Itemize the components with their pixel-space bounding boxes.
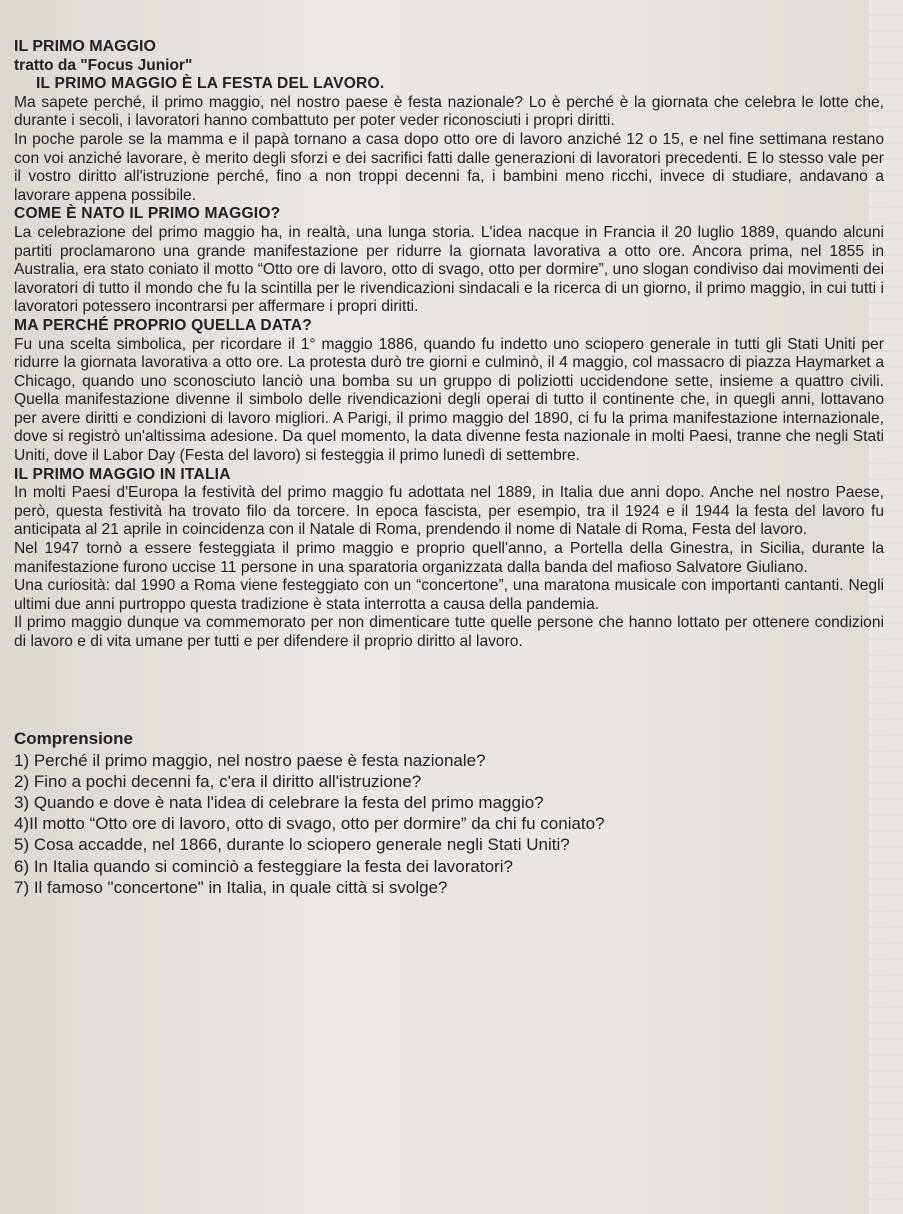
paragraph: Una curiosità: dal 1990 a Roma viene festeggiato con un “concertone”, una maratona musicale con importanti cantanti. Negli ultimi due anni purtroppo questa tradizione è stata interrotta a causa della pandemia. [14, 577, 884, 613]
paragraph: In molti Paesi d'Europa la festività del primo maggio fu adottata nel 1889, in Italia due anni dopo. Anche nel nostro Paese, però, questa festività ha trovato filo da torcere. In epoca fascista, per esempio, tra il 1924 e il 1944 la festa del lavoro fu anticipata al 21 aprile in coincidenza con il Natale di Roma, prendendo il nome di Natale di Roma, Festa del lavoro. [14, 484, 884, 539]
section-heading: MA PERCHÉ PROPRIO QUELLA DATA? [14, 316, 312, 334]
section-heading: IL PRIMO MAGGIO IN ITALIA [14, 465, 231, 483]
spacer [14, 652, 884, 728]
question-item: 7) Il famoso "concertone" in Italia, in quale città si svolge? [14, 877, 448, 897]
section-heading: IL PRIMO MAGGIO È LA FESTA DEL LAVORO. [36, 75, 385, 93]
question-item: 1) Perché il primo maggio, nel nostro paese è festa nazionale? [14, 750, 486, 770]
document-title: IL PRIMO MAGGIO [14, 38, 156, 55]
question-item: 4)Il motto “Otto ore di lavoro, otto di svago, otto per dormire” da chi fu coniato? [14, 814, 605, 834]
document-content [14, 38, 884, 898]
question-item: 5) Cosa accadde, nel 1866, durante lo sciopero generale negli Stati Uniti? [14, 835, 570, 855]
paragraph: Nel 1947 tornò a essere festeggiata il primo maggio e proprio quell'anno, a Portella della Ginestra, in Sicilia, durante la manifestazione furono uccise 11 persone in una sparatoria organizzata dalla banda del mafioso Salvatore Giuliano. [14, 540, 884, 576]
document-source: tratto da "Focus Junior" [14, 56, 193, 74]
paragraph: In poche parole se la mamma e il papà tornano a casa dopo otto ore di lavoro anziché 12 o 15, e nel fine settimana restano con voi anziché lavorare, è merito degli sforzi e dei sacrifici fatti dalle generazioni di lavoratori precedenti. E lo stesso vale per il vostro diritto all'istruzione perché, fino a non troppi decenni fa, i bambini meno ricchi, invece di studiare, andavano a lavorare appena possibile. [14, 130, 884, 204]
comprehension-heading: Comprensione [14, 728, 134, 748]
question-item: 6) In Italia quando si cominciò a festeggiare la festa dei lavoratori? [14, 856, 513, 876]
question-item: 2) Fino a pochi decenni fa, c'era il diritto all'istruzione? [14, 771, 422, 791]
question-item: 3) Quando e dove è nata l'idea di celebrare la festa del primo maggio? [14, 793, 544, 812]
paragraph: Il primo maggio dunque va commemorato per non dimenticare tutte quelle persone che hanno lottato per ottenere condizioni di lavoro e di vita umane per tutti e per difendere il proprio diritto al lavoro. [14, 614, 884, 650]
section-heading: COME È NATO IL PRIMO MAGGIO? [14, 205, 281, 223]
paragraph: Fu una scelta simbolica, per ricordare il 1° maggio 1886, quando fu indetto uno sciopero generale in tutti gli Stati Uniti per ridurre la giornata lavorativa a otto ore. La protesta durò tre giorni e culminò, il 4 maggio, col massacro di piazza Haymarket a Chicago, quando uno sconosciuto lanciò una bomba su un gruppo di poliziotti uccidendone sette, insieme a quattro civili. Quella manifestazione divenne il simbolo delle rivendicazioni degli operai di tutto il continente che, in quegli anni, lottavano per avere diritti e condizioni di lavoro migliori. A Parigi, il primo maggio del 1890, ci fu la prima manifestazione internazionale, dove si registrò un'altissima adesione. Da quel momento, la data divenne festa nazionale in molti Paesi, tranne che negli Stati Uniti, dove il Labor Day (Festa del lavoro) si festeggia il primo lunedì di settembre. [14, 335, 884, 465]
paragraph: Ma sapete perché, il primo maggio, nel nostro paese è festa nazionale? Lo è perché è la giornata che celebra le lotte che, durante i secoli, i lavoratori hanno combattuto per poter veder riconosciuti i propri diritti. [14, 93, 884, 130]
paragraph: La celebrazione del primo maggio ha, in realtà, una lunga storia. L'idea nacque in Francia il 20 luglio 1889, quando alcuni partiti proclamarono una grande manifestazione per ridurre la giornata lavorativa a otto ore. Ancora prima, nel 1855 in Australia, era stato coniato il motto “Otto ore di lavoro, otto di svago, otto per dormire”, uno slogan condiviso dai movimenti dei lavoratori di tutto il mondo che fu la scintilla per le rivendicazioni sindacali e la ricerca di un giorno, il primo maggio, in cui tutti i lavoratori potessero incontrarsi per affermare i propri diritti. [14, 223, 884, 316]
